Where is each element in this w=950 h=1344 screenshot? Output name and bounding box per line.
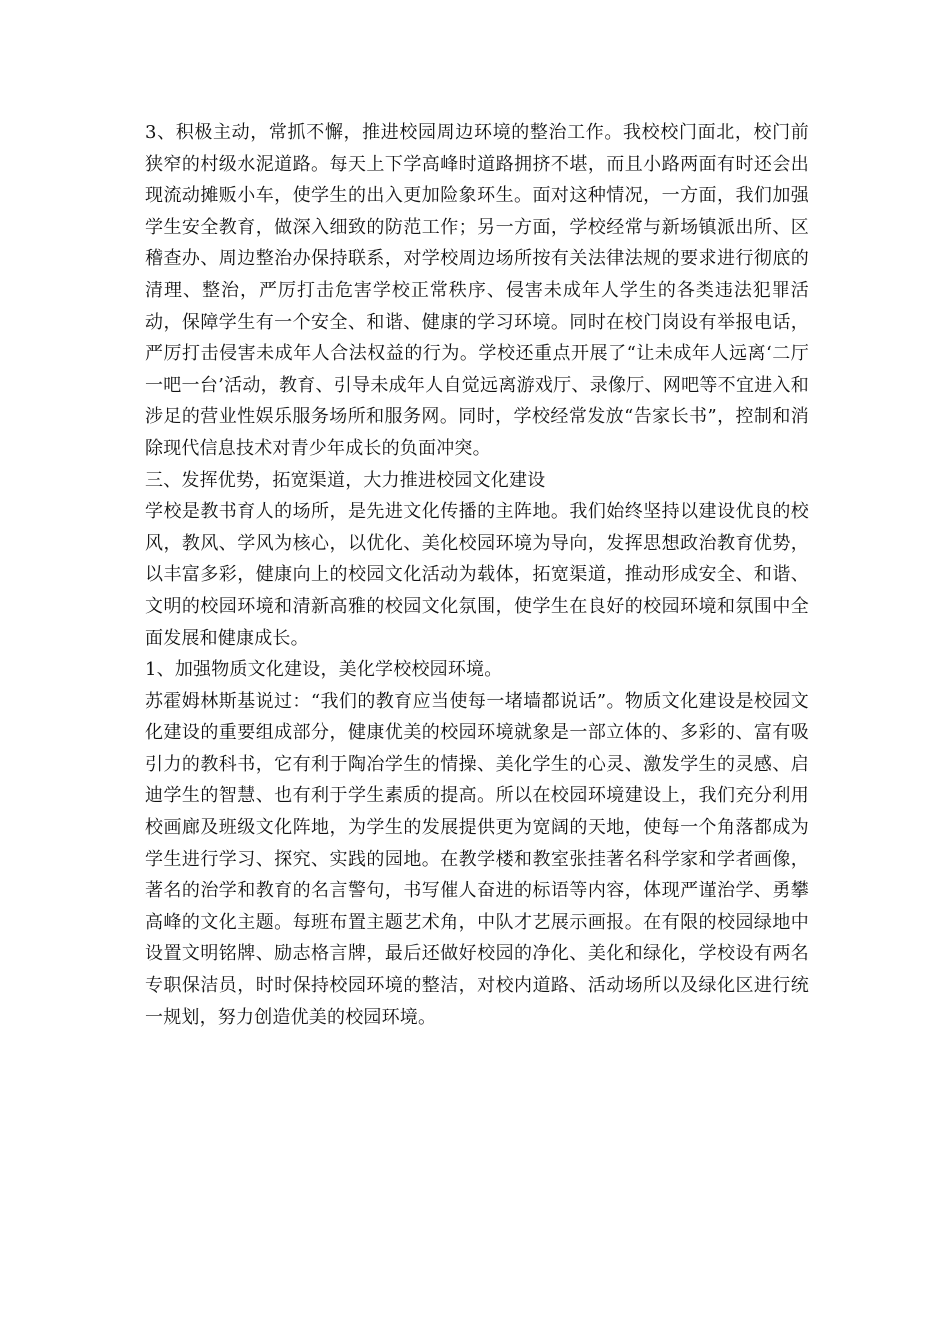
paragraph-material-culture: 苏霍姆林斯基说过：“我们的教育应当使每一堵墙都说话”。物质文化建设是校园文化建设的重要组成部分，健康优美的校园环境就象是一部立体的、多彩的、富有吸引力的教科书，它有利于陶冶学生的情操、美化学生的心灵、激发学生的灵感、启迪学生的智慧、也有利于学生素质的提高。所以在校园环境建设上，我们充分利用校画廊及班级文化阵地，为学生的发展提供更为宽阔的天地，使每一个角落都成为学生进行学习、探究、实践的园地。在教学楼和教室张挂著名科学家和学者画像，著名的治学和教育的名言警句，书写催人奋进的标语等内容，体现严谨治学、勇攀高峰的文化主题。每班布置主题艺术角，中队才艺展示画报。在有限的校园绿地中设置文明铭牌、励志格言牌，最后还做好校园的净化、美化和绿化，学校设有两名专职保洁员，时时保持校园环境的整洁，对校内道路、活动场所以及绿化区进行统一规划，努力创造优美的校园环境。 (145, 690, 809, 1028)
section-heading-campus-culture: 三、发挥优势，拓宽渠道，大力推进校园文化建设 (145, 469, 546, 491)
subheading-material-culture: 1、加强物质文化建设，美化学校校园环境。 (145, 659, 503, 681)
document-body (145, 117, 809, 1033)
paragraph-campus-surroundings: 3、积极主动，常抓不懈，推进校园周边环境的整治工作。我校校门面北，校门前狭窄的村级水泥道路。每天上下学高峰时道路拥挤不堪，而且小路两面有时还会出现流动摊贩小车，使学生的出入更加险象环生。面对这种情况，一方面，我们加强学生安全教育，做深入细致的防范工作；另一方面，学校经常与新场镇派出所、区稽查办、周边整治办保持联系，对学校周边场所按有关法律法规的要求进行彻底的清理、整治，严厉打击危害学校正常秩序、侵害未成年人学生的各类违法犯罪活动，保障学生有一个安全、和谐、健康的学习环境。同时在校门岗设有举报电话，严厉打击侵害未成年人合法权益的行为。学校还重点开展了“让未成年人远离‘二厅一吧一台’活动，教育、引导未成年人自觉远离游戏厅、录像厅、网吧等不宜进入和涉足的营业性娱乐服务场所和服务网。同时，学校经常发放“告家长书”，控制和消除现代信息技术对青少年成长的负面冲突。 (145, 122, 809, 459)
paragraph-campus-culture-intro: 学校是教书育人的场所，是先进文化传播的主阵地。我们始终坚持以建设优良的校风，教风、学风为核心，以优化、美化校园环境为导向，发挥思想政治教育优势，以丰富多彩，健康向上的校园文化活动为载体，拓宽渠道，推动形成安全、和谐、文明的校园环境和清新高雅的校园文化氛围，使学生在良好的校园环境和氛围中全面发展和健康成长。 (145, 501, 809, 649)
